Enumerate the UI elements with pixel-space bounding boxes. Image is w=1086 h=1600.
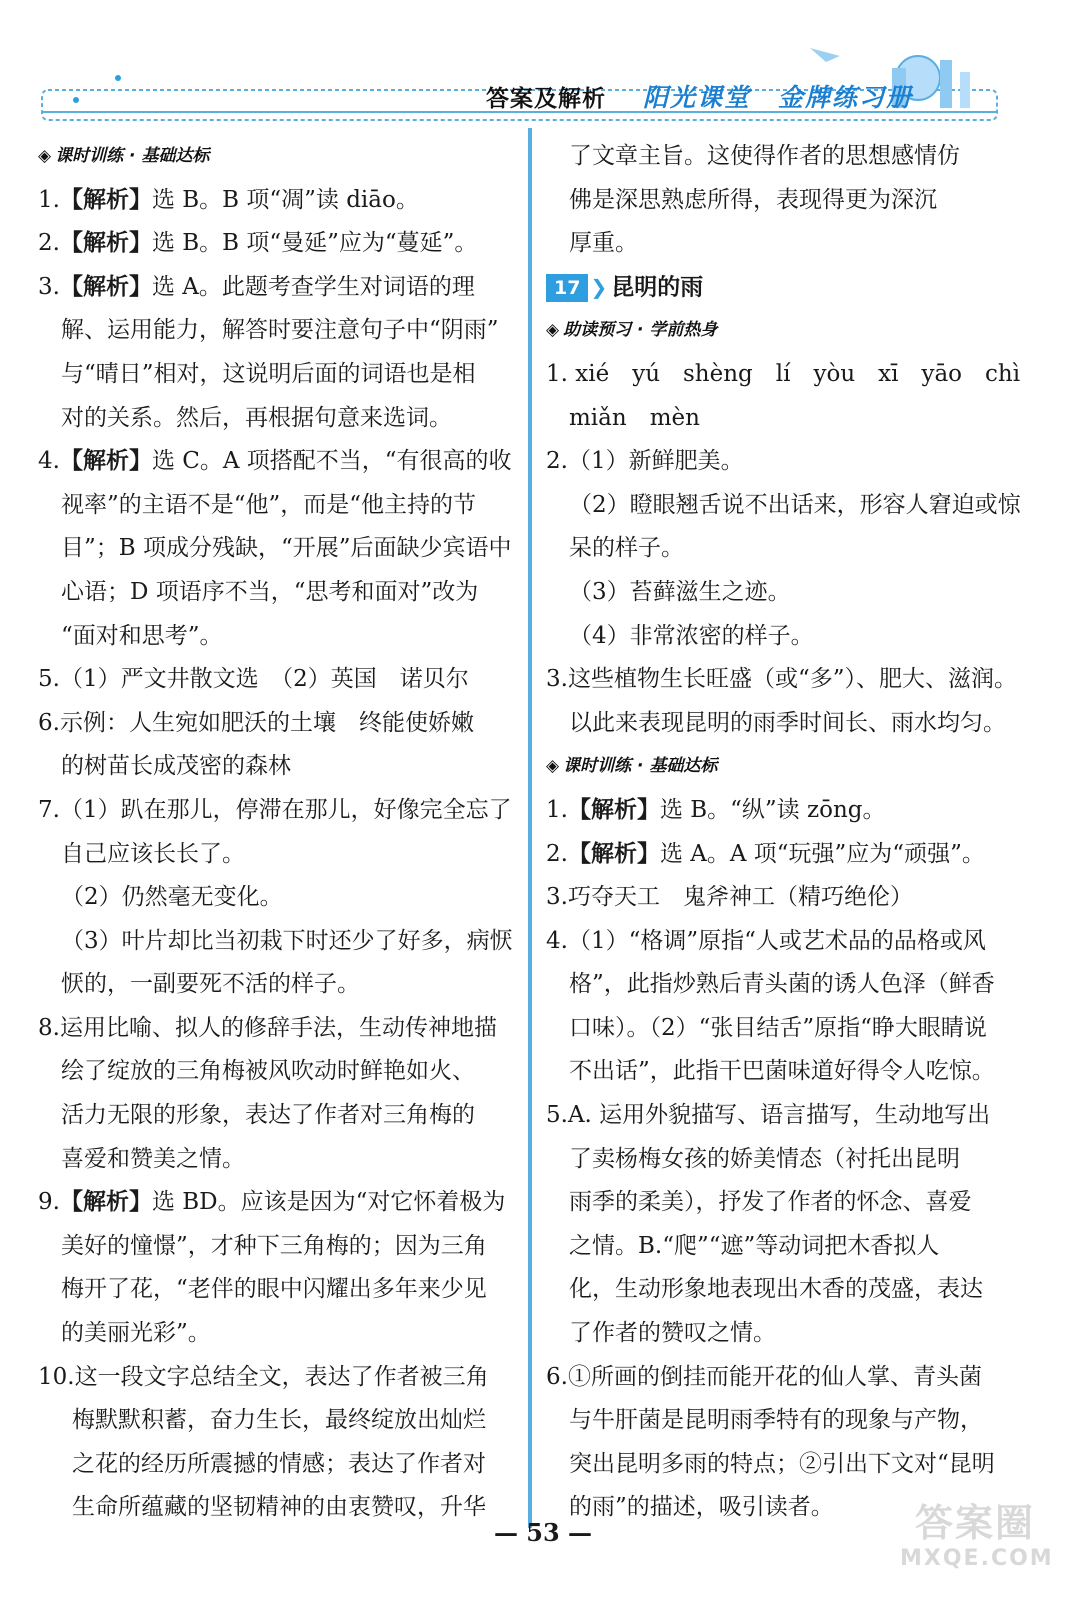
answer-line [38,1094,518,1138]
answer-text: 视率”的主语不是“他”，而是“他主持的节 [61,491,477,518]
answer-number: 4. [38,448,60,475]
analysis-tag: 【解析】 [59,448,152,475]
analysis-tag: 【解析】 [567,840,660,867]
answer-line [546,920,1051,964]
answer-line [38,1007,518,1051]
answer-number: 2. [546,840,568,867]
answer-line [38,222,518,266]
answer-continuation [546,135,1051,266]
answer-text: 的树苗长成茂密的森林 [61,753,291,780]
answer-line [38,745,518,789]
answer-text: 了作者的赞叹之情。 [569,1320,776,1347]
answer-number: 2. [38,230,60,257]
answer-text: 4.（1）“格调”原指“人或艺术品的品格或风 [546,927,986,954]
answer-text: 了卖杨梅女孩的娇美情态（衬托出昆明 [569,1145,960,1172]
answer-text: 对的关系。然后，再根据句意来选词。 [61,404,452,431]
answer-text: 5.A. 运用外貌描写、语言描写，生动地写出 [546,1102,991,1129]
answer-line [38,1356,518,1400]
chevron-right-icon: ❯ [590,274,608,299]
answer-line [38,527,518,571]
section-title: 助读预习 · 学前热身 [563,320,718,341]
answer-line: 了文章主旨。这使得作者的思想感情仿 [569,143,960,169]
answer-line [546,615,1051,659]
page-number: — 53 — [493,1518,593,1547]
answer-text: 活力无限的形象，表达了作者对三角梅的 [61,1102,475,1129]
section-heading [546,745,1051,789]
answer-number: 9. [38,1189,60,1216]
column-divider [528,128,532,1528]
answer-line [38,702,518,746]
section-heading [38,135,518,179]
answer-text: 喜爱和赞美之情。 [61,1145,245,1172]
answer-line: 厚重。 [569,230,638,257]
answer-text: 格”，此指炒熟后青头菌的诱人色泽（鲜香 [569,971,995,998]
right-column [546,135,1051,1530]
answer-text: 自己应该长长了。 [61,840,245,867]
answer-line [38,1399,518,1443]
answer-line [38,615,518,659]
answer-line [546,658,1051,702]
answer-text: 化，生动形象地表现出木香的茂盛，表达 [569,1276,983,1303]
answer-text: 目”；B 项成分残缺，“开展”后面缺少宾语中 [61,535,512,562]
watermark-text: 答案圈 [914,1501,1035,1545]
answer-text: “面对和思考”。 [61,622,223,649]
answer-text: 6.①所画的倒挂而能开花的仙人掌、青头菌 [546,1363,982,1390]
answer-line [38,1312,518,1356]
answer-text: 与牛肝菌是昆明雨季特有的现象与产物， [569,1407,983,1434]
answer-line [546,1268,1051,1312]
answer-text: 3.这些植物生长旺盛（或“多”）、肥大、滋润。 [546,666,1017,693]
answer-line [38,1050,518,1094]
answer-line [546,1225,1051,1269]
answer-line [546,1094,1051,1138]
answer-line [546,353,1051,397]
diamond-icon: ◈ [546,320,560,341]
answer-text: 绘了绽放的三角梅被风吹动时鲜艳如火、 [61,1058,475,1085]
answer-text: （3）叶片却比当初栽下时还少了好多，病恹 [61,927,513,954]
answer-text: 10.这一段文字总结全文，表达了作者被三角 [38,1363,489,1390]
answer-text: 的雨”的描述，吸引读者。 [569,1494,834,1521]
answer-list [38,179,518,1530]
answer-line [546,1050,1051,1094]
answer-text: 选 C。A 项搭配不当，“有很高的收 [151,448,512,475]
answer-line [38,1181,518,1225]
answer-text: 选 A。A 项“玩强”应为“顽强”。 [659,840,985,867]
answer-text: 突出昆明多雨的特点；②引出下文对“昆明 [569,1450,995,1477]
answer-text: 雨季的柔美），抒发了作者的怀念、喜爱 [569,1189,972,1216]
lesson-number: 17 [546,274,588,302]
answer-text: 3.巧夺天工 鬼斧神工（精巧绝伦） [546,884,913,911]
answer-text: 恹的，一副要死不活的样子。 [61,971,360,998]
answer-line [38,1138,518,1182]
answer-line [38,440,518,484]
answer-text: 1. xié yú shèng lí yòu xī yāo chì [546,360,1021,387]
answer-line [546,1443,1051,1487]
header-brand: 阳光课堂 金牌练习册 [643,83,914,112]
lesson-heading [546,266,1051,310]
answer-text: 与“晴日”相对，这说明后面的词语也是相 [61,360,476,387]
diamond-icon: ◈ [546,756,560,777]
answer-text: 8.运用比喻、拟人的修辞手法，生动传神地描 [38,1014,497,1041]
answer-line [546,1181,1051,1225]
answer-text: 梅开了花，“老伴的眼中闪耀出多年来少见 [61,1276,487,1303]
answer-line [38,353,518,397]
answer-line [546,484,1051,528]
answer-line [38,658,518,702]
answer-line [38,309,518,353]
answer-line [546,1356,1051,1400]
answer-line [38,920,518,964]
answer-text: 不出话”，此指干巴菌味道好得令人吃惊。 [569,1058,995,1085]
answer-text: （2）瞪眼翘舌说不出话来，形容人窘迫或惊 [569,491,1021,518]
analysis-tag: 【解析】 [59,1189,152,1216]
page-header [0,0,1086,130]
answer-text: （2）仍然毫无变化。 [61,884,283,911]
answer-line [546,527,1051,571]
answer-text: 呆的样子。 [569,535,684,562]
left-column [38,135,518,1530]
answer-line [546,440,1051,484]
section-title: 课时训练 · 基础达标 [55,146,210,166]
answer-line [38,1268,518,1312]
answer-text: 梅默默积蓄，奋力生长，最终绽放出灿烂 [72,1407,486,1434]
answer-text: 解、运用能力，解答时要注意句子中“阴雨” [61,317,499,344]
answer-line [546,1138,1051,1182]
answer-line [546,1007,1051,1051]
answer-line [546,1399,1051,1443]
answer-line [546,963,1051,1007]
answer-line [38,179,518,223]
answer-text: 2.（1）新鲜肥美。 [546,448,744,475]
answer-list [546,789,1051,1530]
answer-text: 以此来表现昆明的雨季时间长、雨水均匀。 [569,709,1006,736]
answer-number: 1. [546,796,568,823]
answer-line [38,266,518,310]
answer-line [38,1443,518,1487]
answer-text: 之花的经历所震撼的情感；表达了作者对 [72,1450,486,1477]
answer-line [38,833,518,877]
answer-text: 6.示例：人生宛如肥沃的土壤 终能使娇嫩 [38,709,474,736]
answer-line: 佛是深思熟虑所得，表现得更为深沉 [569,186,937,213]
answer-line [546,789,1051,833]
answer-line [546,397,1051,441]
answer-text: 选 B。B 项“曼延”应为“蔓延”。 [151,230,478,257]
answer-line [38,571,518,615]
answer-text: （3）苔藓滋生之迹。 [569,578,791,605]
answer-line [546,833,1051,877]
answer-text: 口味）。（2）“张目结舌”原指“睁大眼睛说 [569,1014,987,1041]
watermark-url: MXQE.COM [900,1546,1054,1571]
answer-text: 生命所蕴藏的坚韧精神的由衷赞叹，升华 [72,1494,486,1521]
answer-text: 美好的憧憬”，才种下三角梅的；因为三角 [61,1232,487,1259]
lesson-title: 昆明的雨 [611,274,704,301]
answer-number: 3. [38,273,60,300]
answer-line [38,397,518,441]
section-heading [546,309,1051,353]
answer-list [546,353,1051,745]
answer-text: 心语；D 项语序不当，“思考和面对”改为 [61,578,479,605]
answer-line [38,789,518,833]
analysis-tag: 【解析】 [567,796,660,823]
answer-text: 5.（1）严文井散文选 （2）英国 诺贝尔 [38,666,469,693]
answer-line [38,963,518,1007]
answer-text: （4）非常浓密的样子。 [569,622,814,649]
answer-number: 1. [38,186,60,213]
answer-line [546,571,1051,615]
analysis-tag: 【解析】 [59,186,152,213]
answer-text: 的美丽光彩”。 [61,1320,211,1347]
answer-line [546,876,1051,920]
diamond-icon: ◈ [38,146,52,166]
answer-text: 7.（1）趴在那儿，停滞在那儿，好像完全忘了 [38,796,512,823]
analysis-tag: 【解析】 [59,273,152,300]
header-title: 答案及解析 [486,86,606,112]
answer-text: 选 B。“纵”读 zōng。 [659,796,886,823]
analysis-tag: 【解析】 [59,230,152,257]
answer-line [38,484,518,528]
section-title: 课时训练 · 基础达标 [563,756,718,777]
answer-line [38,1225,518,1269]
answer-text: 选 B。B 项“凋”读 diāo。 [151,186,419,213]
answer-line [546,702,1051,746]
answer-text: miǎn mèn [569,404,700,431]
answer-line [546,1312,1051,1356]
answer-text: 选 A。此题考查学生对词语的理 [151,273,475,300]
answer-line [38,876,518,920]
answer-text: 之情。B.“爬”“遮”等动词把木香拟人 [569,1232,940,1259]
watermark-logo [900,1500,1054,1580]
answer-text: 选 BD。应该是因为“对它怀着极为 [151,1189,506,1216]
